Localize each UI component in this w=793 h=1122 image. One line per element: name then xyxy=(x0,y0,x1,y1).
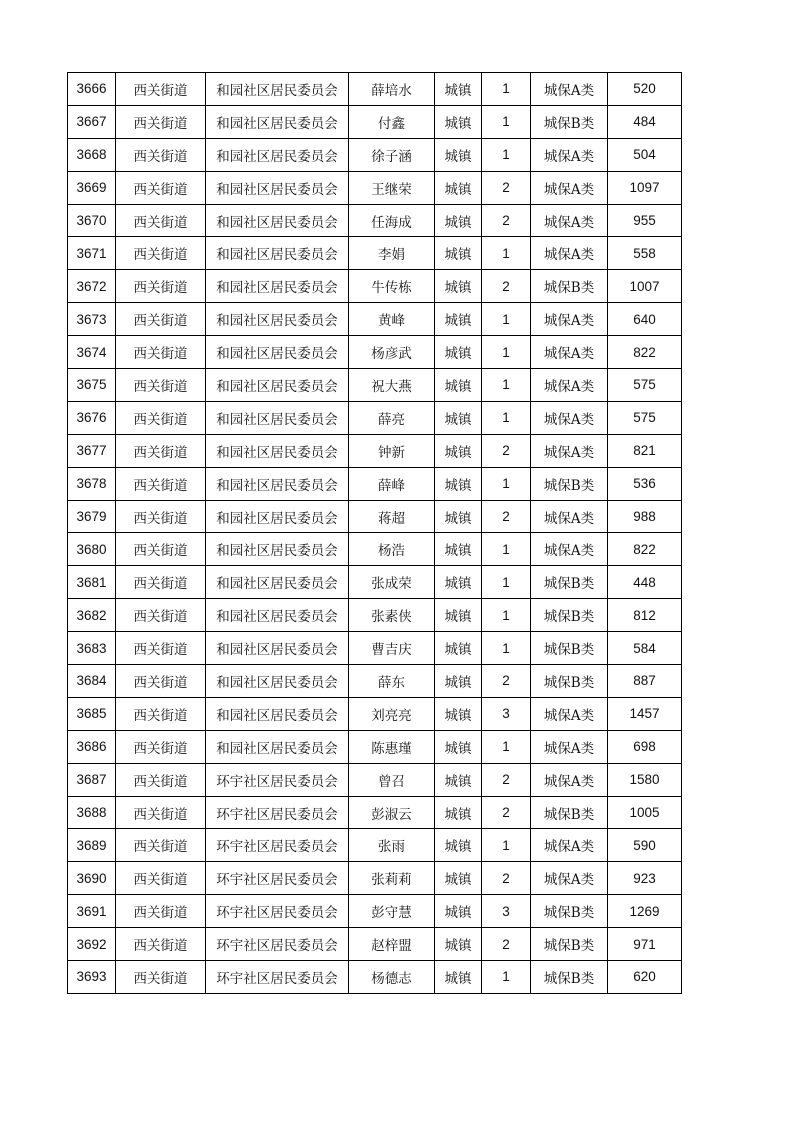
insurance-category-cell: 城保A类 xyxy=(531,533,608,566)
area-type-cell: 城镇 xyxy=(435,829,482,862)
household-size-cell: 1 xyxy=(482,105,531,138)
community-cell: 和园社区居民委员会 xyxy=(206,500,349,533)
amount-cell: 1007 xyxy=(608,270,682,303)
serial-number-cell: 3689 xyxy=(68,829,116,862)
community-cell: 和园社区居民委员会 xyxy=(206,632,349,665)
serial-number-cell: 3670 xyxy=(68,204,116,237)
serial-number-cell: 3672 xyxy=(68,270,116,303)
household-size-cell: 1 xyxy=(482,599,531,632)
street-cell: 西关街道 xyxy=(116,204,206,237)
amount-cell: 575 xyxy=(608,369,682,402)
community-cell: 和园社区居民委员会 xyxy=(206,665,349,698)
table-row xyxy=(68,829,682,862)
table-row xyxy=(68,467,682,500)
record-table xyxy=(67,72,682,994)
community-cell: 和园社区居民委员会 xyxy=(206,105,349,138)
table-row xyxy=(68,796,682,829)
area-type-cell: 城镇 xyxy=(435,500,482,533)
name-cell: 王继荣 xyxy=(349,171,435,204)
insurance-category-cell: 城保A类 xyxy=(531,697,608,730)
household-size-cell: 2 xyxy=(482,796,531,829)
area-type-cell: 城镇 xyxy=(435,599,482,632)
serial-number-cell: 3677 xyxy=(68,434,116,467)
table-row xyxy=(68,204,682,237)
household-size-cell: 2 xyxy=(482,500,531,533)
name-cell: 陈惠瑾 xyxy=(349,730,435,763)
area-type-cell: 城镇 xyxy=(435,895,482,928)
name-cell: 张雨 xyxy=(349,829,435,862)
insurance-category-cell: 城保A类 xyxy=(531,336,608,369)
household-size-cell: 2 xyxy=(482,928,531,961)
insurance-category-cell: 城保B类 xyxy=(531,270,608,303)
street-cell: 西关街道 xyxy=(116,697,206,730)
insurance-category-cell: 城保A类 xyxy=(531,303,608,336)
amount-cell: 887 xyxy=(608,665,682,698)
amount-cell: 822 xyxy=(608,533,682,566)
area-type-cell: 城镇 xyxy=(435,369,482,402)
street-cell: 西关街道 xyxy=(116,73,206,106)
insurance-category-cell: 城保A类 xyxy=(531,237,608,270)
amount-cell: 448 xyxy=(608,566,682,599)
street-cell: 西关街道 xyxy=(116,105,206,138)
serial-number-cell: 3686 xyxy=(68,730,116,763)
street-cell: 西关街道 xyxy=(116,171,206,204)
household-size-cell: 1 xyxy=(482,467,531,500)
amount-cell: 504 xyxy=(608,138,682,171)
area-type-cell: 城镇 xyxy=(435,303,482,336)
area-type-cell: 城镇 xyxy=(435,73,482,106)
street-cell: 西关街道 xyxy=(116,961,206,994)
table-row xyxy=(68,336,682,369)
name-cell: 牛传栋 xyxy=(349,270,435,303)
household-size-cell: 2 xyxy=(482,862,531,895)
community-cell: 和园社区居民委员会 xyxy=(206,434,349,467)
street-cell: 西关街道 xyxy=(116,599,206,632)
table-row xyxy=(68,533,682,566)
name-cell: 刘亮亮 xyxy=(349,697,435,730)
serial-number-cell: 3674 xyxy=(68,336,116,369)
amount-cell: 812 xyxy=(608,599,682,632)
household-size-cell: 1 xyxy=(482,336,531,369)
area-type-cell: 城镇 xyxy=(435,697,482,730)
insurance-category-cell: 城保A类 xyxy=(531,138,608,171)
street-cell: 西关街道 xyxy=(116,467,206,500)
serial-number-cell: 3691 xyxy=(68,895,116,928)
community-cell: 环宇社区居民委员会 xyxy=(206,961,349,994)
street-cell: 西关街道 xyxy=(116,632,206,665)
area-type-cell: 城镇 xyxy=(435,533,482,566)
household-size-cell: 1 xyxy=(482,138,531,171)
amount-cell: 484 xyxy=(608,105,682,138)
serial-number-cell: 3683 xyxy=(68,632,116,665)
amount-cell: 640 xyxy=(608,303,682,336)
amount-cell: 988 xyxy=(608,500,682,533)
name-cell: 蒋超 xyxy=(349,500,435,533)
insurance-category-cell: 城保B类 xyxy=(531,928,608,961)
street-cell: 西关街道 xyxy=(116,369,206,402)
serial-number-cell: 3669 xyxy=(68,171,116,204)
insurance-category-cell: 城保A类 xyxy=(531,171,608,204)
community-cell: 和园社区居民委员会 xyxy=(206,533,349,566)
community-cell: 和园社区居民委员会 xyxy=(206,138,349,171)
street-cell: 西关街道 xyxy=(116,763,206,796)
serial-number-cell: 3687 xyxy=(68,763,116,796)
insurance-category-cell: 城保B类 xyxy=(531,665,608,698)
serial-number-cell: 3673 xyxy=(68,303,116,336)
serial-number-cell: 3685 xyxy=(68,697,116,730)
community-cell: 环宇社区居民委员会 xyxy=(206,796,349,829)
area-type-cell: 城镇 xyxy=(435,138,482,171)
household-size-cell: 1 xyxy=(482,401,531,434)
area-type-cell: 城镇 xyxy=(435,928,482,961)
serial-number-cell: 3682 xyxy=(68,599,116,632)
amount-cell: 575 xyxy=(608,401,682,434)
household-size-cell: 2 xyxy=(482,204,531,237)
serial-number-cell: 3676 xyxy=(68,401,116,434)
household-size-cell: 2 xyxy=(482,665,531,698)
name-cell: 彭守慧 xyxy=(349,895,435,928)
household-size-cell: 1 xyxy=(482,533,531,566)
area-type-cell: 城镇 xyxy=(435,171,482,204)
street-cell: 西关街道 xyxy=(116,138,206,171)
area-type-cell: 城镇 xyxy=(435,105,482,138)
community-cell: 和园社区居民委员会 xyxy=(206,303,349,336)
amount-cell: 1580 xyxy=(608,763,682,796)
community-cell: 和园社区居民委员会 xyxy=(206,369,349,402)
household-size-cell: 1 xyxy=(482,961,531,994)
insurance-category-cell: 城保A类 xyxy=(531,829,608,862)
record-table-body xyxy=(68,73,682,994)
name-cell: 薛东 xyxy=(349,665,435,698)
insurance-category-cell: 城保A类 xyxy=(531,730,608,763)
insurance-category-cell: 城保B类 xyxy=(531,566,608,599)
name-cell: 曾召 xyxy=(349,763,435,796)
street-cell: 西关街道 xyxy=(116,303,206,336)
insurance-category-cell: 城保B类 xyxy=(531,895,608,928)
street-cell: 西关街道 xyxy=(116,928,206,961)
area-type-cell: 城镇 xyxy=(435,434,482,467)
household-size-cell: 2 xyxy=(482,763,531,796)
table-row xyxy=(68,599,682,632)
household-size-cell: 2 xyxy=(482,434,531,467)
household-size-cell: 1 xyxy=(482,369,531,402)
household-size-cell: 1 xyxy=(482,303,531,336)
household-size-cell: 3 xyxy=(482,697,531,730)
community-cell: 和园社区居民委员会 xyxy=(206,237,349,270)
name-cell: 张成荣 xyxy=(349,566,435,599)
table-row xyxy=(68,500,682,533)
household-size-cell: 1 xyxy=(482,632,531,665)
area-type-cell: 城镇 xyxy=(435,467,482,500)
name-cell: 薛亮 xyxy=(349,401,435,434)
household-size-cell: 1 xyxy=(482,730,531,763)
insurance-category-cell: 城保A类 xyxy=(531,204,608,237)
community-cell: 和园社区居民委员会 xyxy=(206,566,349,599)
serial-number-cell: 3667 xyxy=(68,105,116,138)
table-row xyxy=(68,369,682,402)
amount-cell: 1457 xyxy=(608,697,682,730)
household-size-cell: 2 xyxy=(482,171,531,204)
table-row xyxy=(68,763,682,796)
community-cell: 和园社区居民委员会 xyxy=(206,599,349,632)
street-cell: 西关街道 xyxy=(116,730,206,763)
serial-number-cell: 3679 xyxy=(68,500,116,533)
serial-number-cell: 3681 xyxy=(68,566,116,599)
table-row xyxy=(68,730,682,763)
amount-cell: 620 xyxy=(608,961,682,994)
area-type-cell: 城镇 xyxy=(435,401,482,434)
community-cell: 环宇社区居民委员会 xyxy=(206,928,349,961)
insurance-category-cell: 城保A类 xyxy=(531,401,608,434)
serial-number-cell: 3692 xyxy=(68,928,116,961)
amount-cell: 821 xyxy=(608,434,682,467)
serial-number-cell: 3680 xyxy=(68,533,116,566)
community-cell: 环宇社区居民委员会 xyxy=(206,862,349,895)
name-cell: 曹吉庆 xyxy=(349,632,435,665)
amount-cell: 1097 xyxy=(608,171,682,204)
area-type-cell: 城镇 xyxy=(435,730,482,763)
amount-cell: 822 xyxy=(608,336,682,369)
insurance-category-cell: 城保A类 xyxy=(531,763,608,796)
amount-cell: 1269 xyxy=(608,895,682,928)
area-type-cell: 城镇 xyxy=(435,665,482,698)
area-type-cell: 城镇 xyxy=(435,237,482,270)
street-cell: 西关街道 xyxy=(116,237,206,270)
table-row xyxy=(68,303,682,336)
household-size-cell: 2 xyxy=(482,270,531,303)
street-cell: 西关街道 xyxy=(116,533,206,566)
serial-number-cell: 3690 xyxy=(68,862,116,895)
table-row xyxy=(68,138,682,171)
community-cell: 环宇社区居民委员会 xyxy=(206,895,349,928)
name-cell: 张素侠 xyxy=(349,599,435,632)
community-cell: 和园社区居民委员会 xyxy=(206,204,349,237)
area-type-cell: 城镇 xyxy=(435,566,482,599)
amount-cell: 1005 xyxy=(608,796,682,829)
area-type-cell: 城镇 xyxy=(435,204,482,237)
amount-cell: 536 xyxy=(608,467,682,500)
amount-cell: 923 xyxy=(608,862,682,895)
serial-number-cell: 3678 xyxy=(68,467,116,500)
name-cell: 杨浩 xyxy=(349,533,435,566)
table-row xyxy=(68,434,682,467)
street-cell: 西关街道 xyxy=(116,500,206,533)
name-cell: 薛培水 xyxy=(349,73,435,106)
serial-number-cell: 3684 xyxy=(68,665,116,698)
table-row xyxy=(68,105,682,138)
amount-cell: 584 xyxy=(608,632,682,665)
table-row xyxy=(68,401,682,434)
household-size-cell: 1 xyxy=(482,237,531,270)
insurance-category-cell: 城保B类 xyxy=(531,105,608,138)
serial-number-cell: 3688 xyxy=(68,796,116,829)
street-cell: 西关街道 xyxy=(116,270,206,303)
table-row xyxy=(68,171,682,204)
insurance-category-cell: 城保A类 xyxy=(531,500,608,533)
table-row xyxy=(68,270,682,303)
name-cell: 祝大燕 xyxy=(349,369,435,402)
amount-cell: 590 xyxy=(608,829,682,862)
street-cell: 西关街道 xyxy=(116,895,206,928)
amount-cell: 698 xyxy=(608,730,682,763)
community-cell: 和园社区居民委员会 xyxy=(206,401,349,434)
community-cell: 和园社区居民委员会 xyxy=(206,270,349,303)
amount-cell: 955 xyxy=(608,204,682,237)
table-row xyxy=(68,697,682,730)
street-cell: 西关街道 xyxy=(116,566,206,599)
insurance-category-cell: 城保A类 xyxy=(531,369,608,402)
area-type-cell: 城镇 xyxy=(435,862,482,895)
name-cell: 黄峰 xyxy=(349,303,435,336)
table-row xyxy=(68,665,682,698)
street-cell: 西关街道 xyxy=(116,336,206,369)
area-type-cell: 城镇 xyxy=(435,336,482,369)
name-cell: 薛峰 xyxy=(349,467,435,500)
table-row xyxy=(68,566,682,599)
serial-number-cell: 3671 xyxy=(68,237,116,270)
community-cell: 和园社区居民委员会 xyxy=(206,697,349,730)
table-row xyxy=(68,862,682,895)
name-cell: 任海成 xyxy=(349,204,435,237)
serial-number-cell: 3693 xyxy=(68,961,116,994)
area-type-cell: 城镇 xyxy=(435,796,482,829)
serial-number-cell: 3666 xyxy=(68,73,116,106)
insurance-category-cell: 城保A类 xyxy=(531,862,608,895)
street-cell: 西关街道 xyxy=(116,829,206,862)
amount-cell: 558 xyxy=(608,237,682,270)
name-cell: 彭淑云 xyxy=(349,796,435,829)
table-row xyxy=(68,961,682,994)
community-cell: 和园社区居民委员会 xyxy=(206,336,349,369)
community-cell: 和园社区居民委员会 xyxy=(206,73,349,106)
table-row xyxy=(68,237,682,270)
community-cell: 和园社区居民委员会 xyxy=(206,730,349,763)
table-row xyxy=(68,73,682,106)
insurance-category-cell: 城保B类 xyxy=(531,599,608,632)
name-cell: 杨彦武 xyxy=(349,336,435,369)
name-cell: 张莉莉 xyxy=(349,862,435,895)
street-cell: 西关街道 xyxy=(116,796,206,829)
name-cell: 李娟 xyxy=(349,237,435,270)
area-type-cell: 城镇 xyxy=(435,763,482,796)
name-cell: 徐子涵 xyxy=(349,138,435,171)
table-row xyxy=(68,928,682,961)
serial-number-cell: 3668 xyxy=(68,138,116,171)
amount-cell: 971 xyxy=(608,928,682,961)
name-cell: 付鑫 xyxy=(349,105,435,138)
household-size-cell: 1 xyxy=(482,73,531,106)
household-size-cell: 1 xyxy=(482,829,531,862)
community-cell: 环宇社区居民委员会 xyxy=(206,763,349,796)
insurance-category-cell: 城保B类 xyxy=(531,796,608,829)
insurance-category-cell: 城保A类 xyxy=(531,73,608,106)
community-cell: 环宇社区居民委员会 xyxy=(206,829,349,862)
table-row xyxy=(68,895,682,928)
street-cell: 西关街道 xyxy=(116,862,206,895)
community-cell: 和园社区居民委员会 xyxy=(206,467,349,500)
name-cell: 赵梓盟 xyxy=(349,928,435,961)
household-size-cell: 1 xyxy=(482,566,531,599)
area-type-cell: 城镇 xyxy=(435,270,482,303)
area-type-cell: 城镇 xyxy=(435,632,482,665)
insurance-category-cell: 城保A类 xyxy=(531,434,608,467)
insurance-category-cell: 城保B类 xyxy=(531,961,608,994)
serial-number-cell: 3675 xyxy=(68,369,116,402)
community-cell: 和园社区居民委员会 xyxy=(206,171,349,204)
area-type-cell: 城镇 xyxy=(435,961,482,994)
street-cell: 西关街道 xyxy=(116,665,206,698)
insurance-category-cell: 城保B类 xyxy=(531,632,608,665)
household-size-cell: 3 xyxy=(482,895,531,928)
street-cell: 西关街道 xyxy=(116,434,206,467)
amount-cell: 520 xyxy=(608,73,682,106)
street-cell: 西关街道 xyxy=(116,401,206,434)
name-cell: 钟新 xyxy=(349,434,435,467)
insurance-category-cell: 城保B类 xyxy=(531,467,608,500)
name-cell: 杨德志 xyxy=(349,961,435,994)
table-row xyxy=(68,632,682,665)
